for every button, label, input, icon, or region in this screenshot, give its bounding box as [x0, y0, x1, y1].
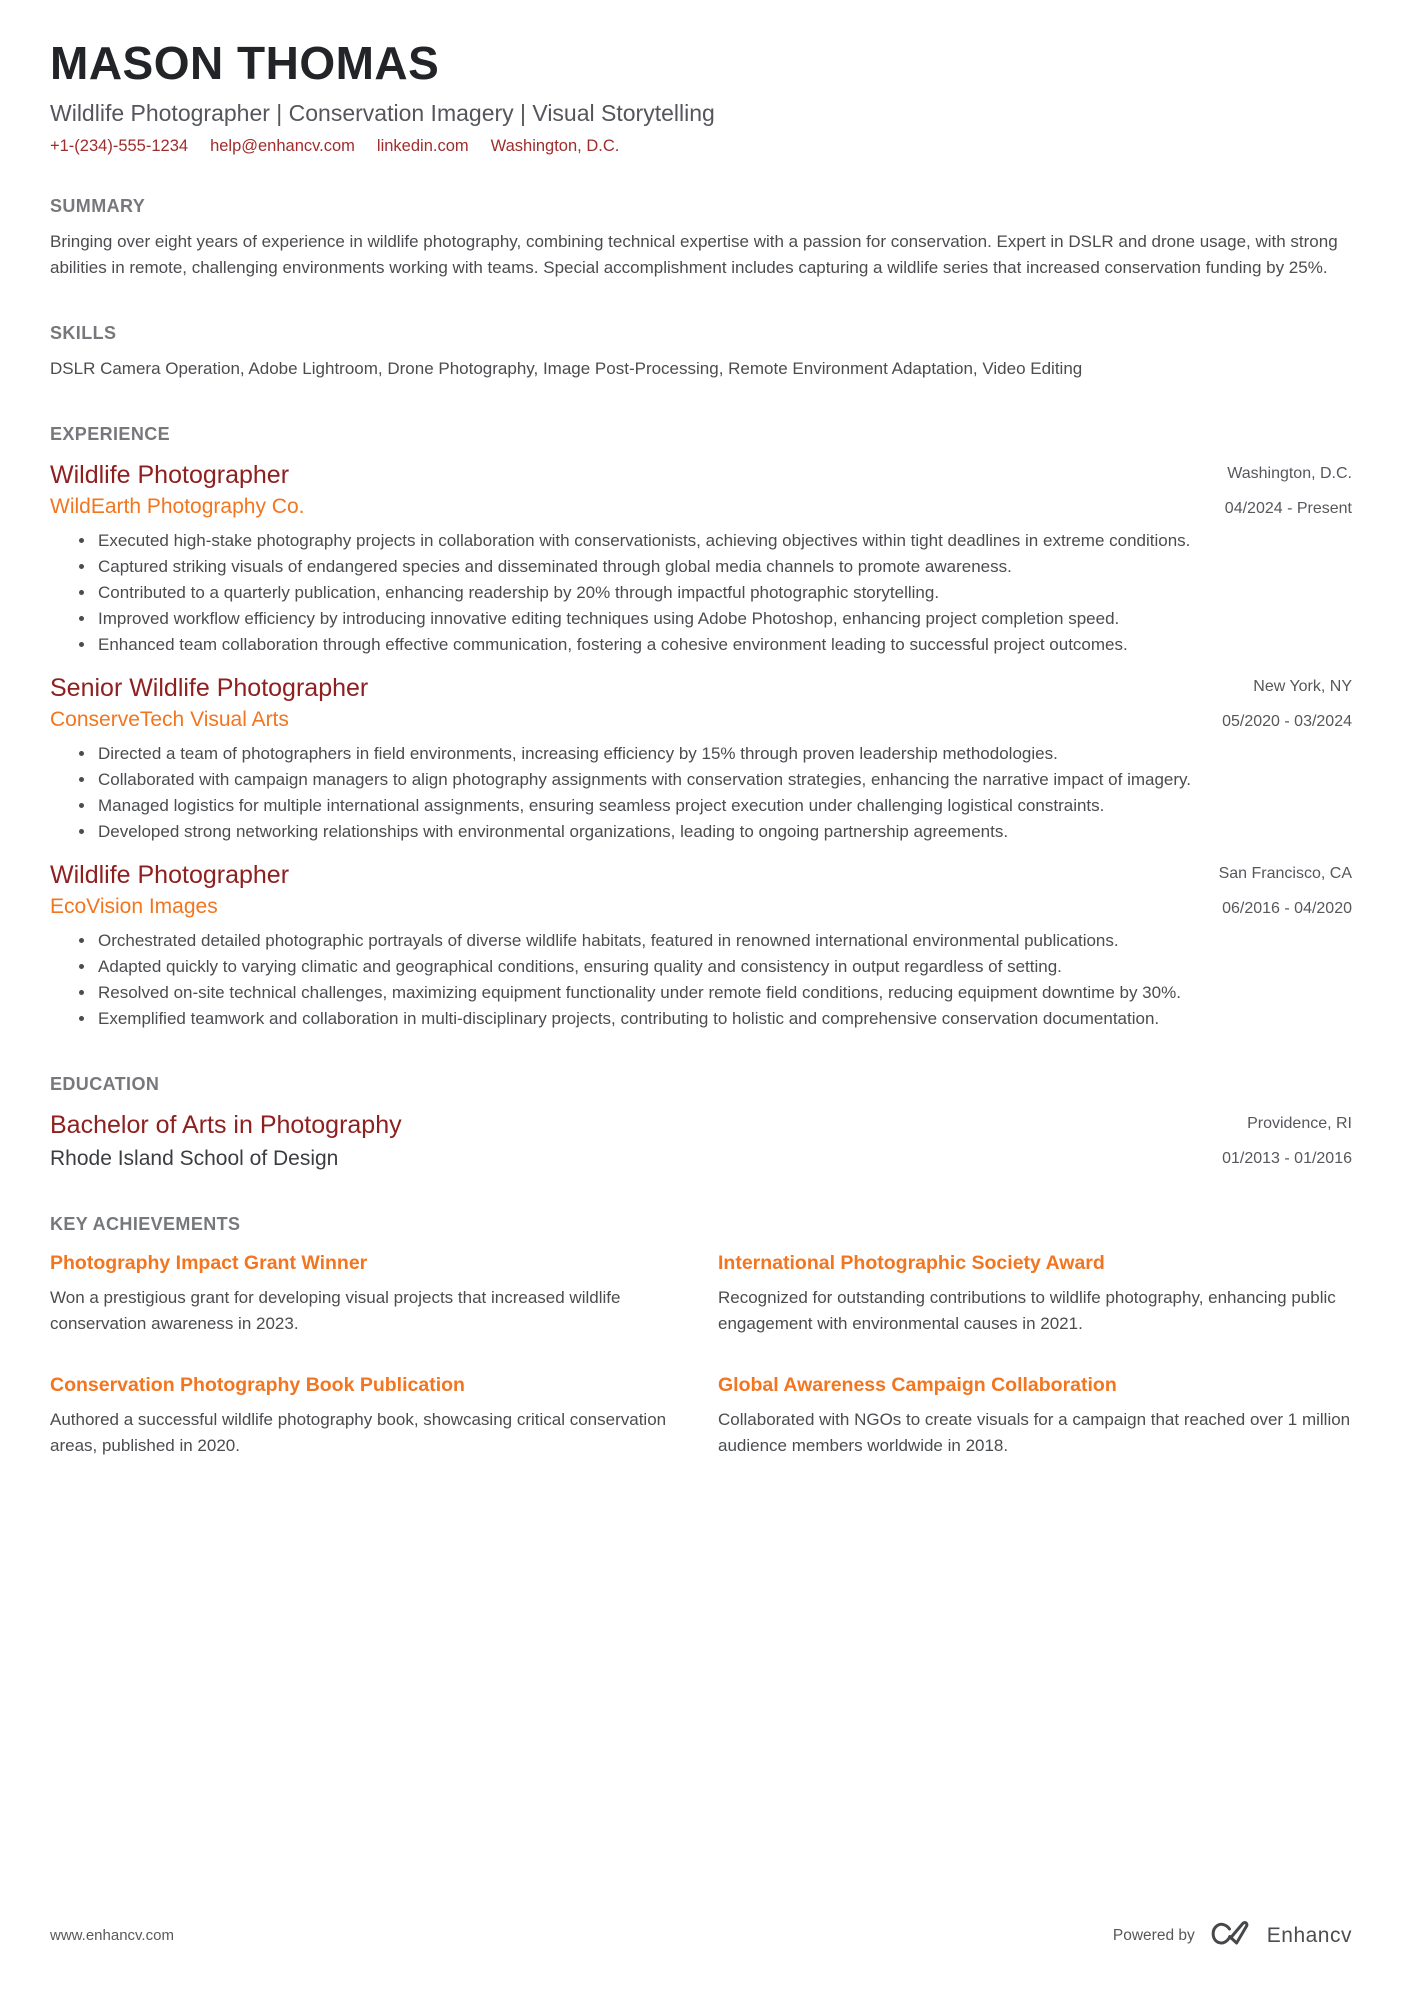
education-header: [50, 1110, 1352, 1172]
bullet-item: • Improved workflow efficiency by introducing innovative editing techniques using Adobe Photoshop, enhancing project completion speed.: [96, 606, 1352, 632]
bullet-item: • Contributed to a quarterly publication, enhancing readership by 20% through impactful photographic storytelling.: [96, 580, 1352, 606]
education-degree: Bachelor of Arts in Photography: [50, 1111, 402, 1139]
education-dates: 01/2013 - 01/2016: [1222, 1150, 1352, 1167]
job-company: EcoVision Images: [50, 895, 218, 918]
achievement-item: [50, 1251, 684, 1337]
job-dates: 06/2016 - 04/2020: [1222, 900, 1352, 917]
education-entry: [50, 1110, 1352, 1172]
contact-row: [50, 137, 1352, 156]
achievement-text: Collaborated with NGOs to create visuals for a campaign that reached over 1 million audience members worldwide in 2018.: [718, 1410, 1351, 1455]
achievement-title: International Photographic Society Award: [718, 1252, 1105, 1274]
contact-location: Washington, D.C.: [490, 137, 620, 155]
job-company: WildEarth Photography Co.: [50, 495, 305, 518]
education-section: [50, 1074, 1352, 1172]
education-location: Providence, RI: [1247, 1115, 1352, 1132]
job-meta: [1222, 673, 1352, 731]
bullet-item: • Developed strong networking relationships with environmental organizations, leading to ongoing partnership agreements.: [96, 819, 1352, 845]
candidate-name: MASON THOMAS: [50, 37, 440, 89]
experience-section: [50, 424, 1352, 1032]
enhancv-brand-name: Enhancv: [1266, 1923, 1352, 1947]
job-title: Wildlife Photographer: [50, 861, 290, 889]
contact-linkedin-link[interactable]: linkedin.com: [376, 137, 469, 155]
achievement-title: Global Awareness Campaign Collaboration: [718, 1374, 1117, 1396]
education-heading: EDUCATION: [50, 1074, 160, 1094]
achievement-title: Photography Impact Grant Winner: [50, 1252, 368, 1274]
experience-entry: [50, 460, 1352, 658]
bullet-item: • Orchestrated detailed photographic portrayals of diverse wildlife habitats, featured in renowned international environmental publications.: [96, 928, 1352, 954]
job-bullets: [50, 741, 1352, 845]
achievements-grid: [50, 1251, 1352, 1459]
enhancv-infinity-logo-icon: [1208, 1918, 1254, 1953]
experience-entry: [50, 860, 1352, 1032]
job-meta: [1219, 860, 1352, 918]
achievement-item: [718, 1251, 1352, 1337]
bullet-item: • Directed a team of photographers in field environments, increasing efficiency by 15% through proven leadership methodologies.: [96, 741, 1352, 767]
enhancv-site-link[interactable]: www.enhancv.com: [50, 1927, 174, 1944]
job-location: New York, NY: [1253, 678, 1352, 695]
job-title: Wildlife Photographer: [50, 461, 290, 489]
job-dates: 05/2020 - 03/2024: [1222, 713, 1352, 730]
job-bullets: [50, 928, 1352, 1032]
job-title: Senior Wildlife Photographer: [50, 674, 369, 702]
bullet-item: • Executed high-stake photography projects in collaboration with conservationists, achieving objectives within tight deadlines in extreme conditions.: [96, 528, 1352, 554]
summary-text: Bringing over eight years of experience in wildlife photography, combining technical expertise with a passion for conservation. Expert in DSLR and drone usage, with strong abilities in remote, challenging environments working with teams. Special accomplishment includes capturing a wildlife series that increased conservation funding by 25%.: [50, 232, 1338, 277]
bullet-item: • Enhanced team collaboration through effective communication, fostering a cohesive environment leading to successful project outcomes.: [96, 632, 1352, 658]
bullet-item: • Collaborated with campaign managers to align photography assignments with conservation strategies, enhancing the narrative impact of imagery.: [96, 767, 1352, 793]
bullet-item: • Adapted quickly to varying climatic and geographical conditions, ensuring quality and consistency in output regardless of setting.: [96, 954, 1352, 980]
job-dates: 04/2024 - Present: [1224, 500, 1352, 517]
experience-entry: [50, 673, 1352, 845]
skills-heading: SKILLS: [50, 323, 117, 343]
contact-phone: +1-(234)-555-1234: [50, 137, 189, 155]
bullet-item: • Exemplified teamwork and collaboration in multi-disciplinary projects, contributing to holistic and comprehensive conservation documentation.: [96, 1006, 1352, 1032]
achievements-section: [50, 1214, 1352, 1459]
achievements-heading: KEY ACHIEVEMENTS: [50, 1214, 241, 1234]
education-school: Rhode Island School of Design: [50, 1147, 339, 1170]
skills-section: [50, 323, 1352, 382]
powered-by-label: Powered by: [1112, 1926, 1195, 1944]
candidate-title: Wildlife Photographer | Conservation Imagery | Visual Storytelling: [50, 100, 715, 126]
experience-heading: EXPERIENCE: [50, 424, 171, 444]
achievement-item: [718, 1373, 1352, 1459]
job-location: Washington, D.C.: [1227, 465, 1352, 482]
job-meta: [1225, 460, 1352, 518]
job-header: [50, 673, 1352, 733]
bullet-item: • Managed logistics for multiple international assignments, ensuring seamless project execution under challenging logistical constraints.: [96, 793, 1352, 819]
achievement-text: Won a prestigious grant for developing visual projects that increased wildlife conservation awareness in 2023.: [50, 1288, 621, 1333]
job-bullets: [50, 528, 1352, 658]
achievement-text: Recognized for outstanding contributions to wildlife photography, enhancing public engagement with environmental causes in 2021.: [718, 1288, 1336, 1333]
bullet-item: • Captured striking visuals of endangered species and disseminated through global media channels to promote awareness.: [96, 554, 1352, 580]
skills-text: DSLR Camera Operation, Adobe Lightroom, Drone Photography, Image Post-Processing, Remote Environment Adaptation, Video Editing: [50, 359, 1083, 378]
job-company: ConserveTech Visual Arts: [50, 708, 289, 731]
contact-email-link[interactable]: help@enhancv.com: [210, 137, 355, 155]
job-header: [50, 860, 1352, 920]
achievement-text: Authored a successful wildlife photography book, showcasing critical conservation areas, published in 2020.: [50, 1410, 667, 1455]
summary-heading: SUMMARY: [50, 196, 146, 216]
job-header: [50, 460, 1352, 520]
page-footer: [50, 1918, 1352, 1953]
achievement-item: [50, 1373, 684, 1459]
education-meta: [1222, 1110, 1352, 1168]
powered-by-block: [1113, 1918, 1352, 1953]
resume-header: [50, 36, 1352, 156]
achievement-title: Conservation Photography Book Publication: [50, 1374, 465, 1396]
job-location: San Francisco, CA: [1218, 865, 1352, 882]
bullet-item: • Resolved on-site technical challenges, maximizing equipment functionality under remote field conditions, reducing equipment downtime by 30%.: [96, 980, 1352, 1006]
summary-section: [50, 196, 1352, 281]
